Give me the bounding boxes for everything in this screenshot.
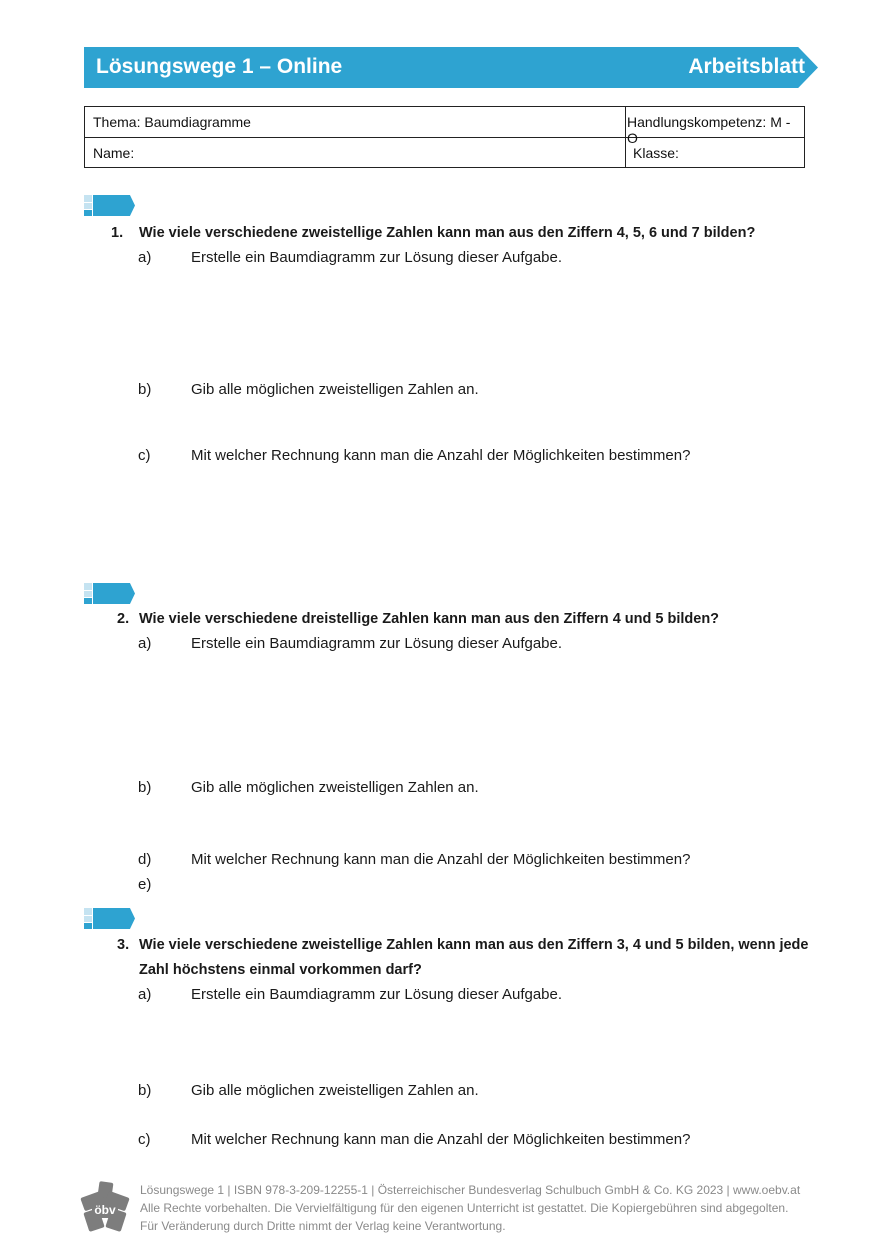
thema-label: Thema: Baumdiagramme <box>93 114 251 130</box>
footer-line-3: Für Veränderung durch Dritte nimmt der Verlag keine Verantwortung. <box>140 1219 506 1233</box>
header-doc-type: Arbeitsblatt <box>688 55 805 78</box>
footer-line-1: Lösungswege 1 | ISBN 978-3-209-12255-1 | Österreichischer Bundesverlag Schulbuch GmbH & Co. KG 2023 | www.oebv.at <box>140 1183 801 1197</box>
question-2a-label: a) <box>138 635 152 652</box>
section-marker-3 <box>84 906 144 930</box>
question-1b-label: b) <box>138 381 152 398</box>
question-2d-label: d) <box>138 851 152 868</box>
question-3a-text: Erstelle ein Baumdiagramm zur Lösung dieser Aufgabe. <box>191 986 563 1003</box>
question-1-text: Wie viele verschiedene zweistellige Zahlen kann man aus den Ziffern 4, 5, 6 und 7 bilden? <box>139 225 756 241</box>
question-2-text: Wie viele verschiedene dreistellige Zahlen kann man aus den Ziffern 4 und 5 bilden? <box>139 611 720 627</box>
header-title: Lösungswege 1 – Online <box>96 55 343 78</box>
question-3c-label: c) <box>138 1131 151 1148</box>
section-marker-1 <box>84 193 144 217</box>
question-2-number: 2. <box>117 611 130 627</box>
question-3c-text: Mit welcher Rechnung kann man die Anzahl der Möglichkeiten bestimmen? <box>191 1131 691 1148</box>
kompetenz-label: Handlungskompetenz: M - O <box>627 114 791 146</box>
question-3-text-line1: Wie viele verschiedene zweistellige Zahlen kann man aus den Ziffern 3, 4 und 5 bilden, wenn jede <box>139 937 809 953</box>
question-3-text-line2: Zahl höchstens einmal vorkommen darf? <box>139 962 422 978</box>
section-marker-2 <box>84 581 144 605</box>
question-3b-label: b) <box>138 1082 152 1099</box>
klasse-field[interactable]: Klasse: <box>633 145 679 161</box>
question-1b-text: Gib alle möglichen zweistelligen Zahlen an. <box>191 381 479 398</box>
question-2d-text: Mit welcher Rechnung kann man die Anzahl der Möglichkeiten bestimmen? <box>191 851 691 868</box>
question-1-number: 1. <box>111 225 124 241</box>
oebv-logo-icon <box>80 1180 130 1234</box>
question-3-number: 3. <box>117 937 130 953</box>
name-field[interactable]: Name: <box>93 145 135 161</box>
question-3b-text: Gib alle möglichen zweistelligen Zahlen an. <box>191 1082 479 1099</box>
table-divider-vertical <box>625 107 626 167</box>
info-table <box>84 106 805 168</box>
question-2e-label: e) <box>138 876 152 893</box>
question-1a-label: a) <box>138 249 152 266</box>
footer-line-2: Alle Rechte vorbehalten. Die Vervielfältigung für den eigenen Unterricht ist gestattet. Die Kopiergebühren sind abgegolten. <box>140 1201 789 1215</box>
question-1c-text: Mit welcher Rechnung kann man die Anzahl der Möglichkeiten bestimmen? <box>191 447 691 464</box>
question-2b-label: b) <box>138 779 152 796</box>
footer-text <box>140 1181 830 1235</box>
question-1c-label: c) <box>138 447 151 464</box>
question-2b-text: Gib alle möglichen zweistelligen Zahlen an. <box>191 779 479 796</box>
question-1a-text: Erstelle ein Baumdiagramm zur Lösung dieser Aufgabe. <box>191 249 563 266</box>
logo-text: öbv <box>94 1203 116 1217</box>
question-2a-text: Erstelle ein Baumdiagramm zur Lösung dieser Aufgabe. <box>191 635 563 652</box>
question-3a-label: a) <box>138 986 152 1003</box>
